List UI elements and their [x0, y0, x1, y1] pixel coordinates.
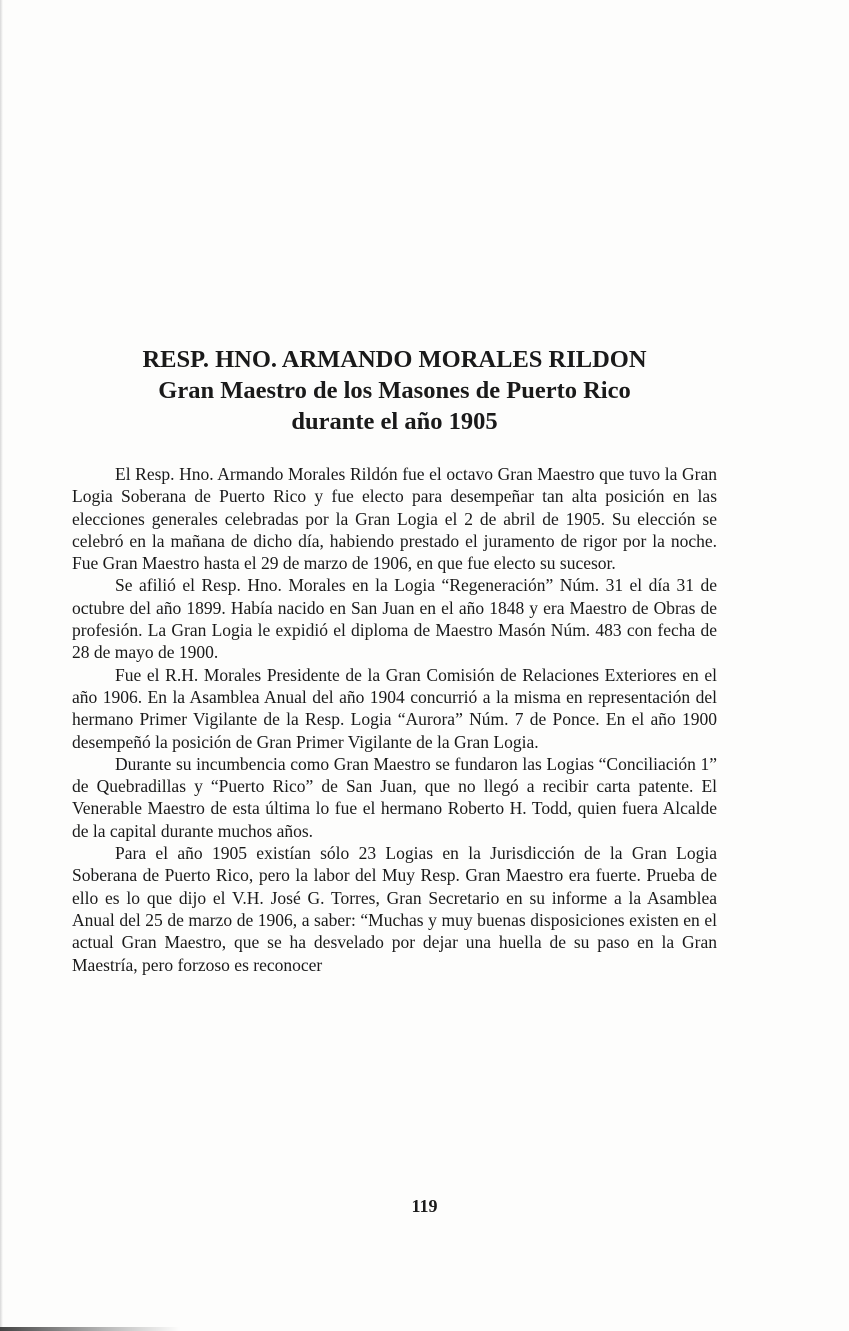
- paragraph: Se afilió el Resp. Hno. Morales en la Logia “Regeneración” Núm. 31 el día 31 de octubre del año 1899. Había nacido en San Juan en el año 1848 y era Maestro de Obras de profesión. La Gran Logia le expidió el diploma de Maestro Masón Núm. 483 con fecha de 28 de mayo de 1900.: [72, 575, 717, 663]
- paragraph: Durante su incumbencia como Gran Maestro se fundaron las Logias “Conciliación 1” de Quebradillas y “Puerto Rico” de San Juan, que no llegó a recibir carta patente. El Venerable Maestro de esta última lo fue el hermano Roberto H. Todd, quien fuera Alcalde de la capital durante muchos años.: [72, 753, 717, 841]
- page-number: 119: [411, 1196, 438, 1216]
- title-line-2: Gran Maestro de los Masones de Puerto Rico: [158, 377, 631, 404]
- paragraph: Fue el R.H. Morales Presidente de la Gran Comisión de Relaciones Exteriores en el año 1906. En la Asamblea Anual del año 1904 concurrió a la misma en representación del hermano Primer Vigilante de la Resp. Logia “Aurora” Núm. 7 de Ponce. En el año 1900 desempeñó la posición de Gran Primer Vigilante de la Gran Logia.: [72, 664, 717, 752]
- title-line-3: durante el año 1905: [291, 408, 498, 435]
- scan-edge-mark: [0, 1327, 180, 1331]
- title-line-1: RESP. HNO. ARMANDO MORALES RILDON: [142, 346, 647, 373]
- body-text: [72, 463, 717, 976]
- paragraph: Para el año 1905 existían sólo 23 Logias en la Jurisdicción de la Gran Logia Soberana de Puerto Rico, pero la labor del Muy Resp. Gran Maestro era fuerte. Prueba de ello es lo que dijo el V.H. José G. Torres, Gran Secretario en su informe a la Asamblea Anual del 25 de marzo de 1906, a saber: “Muchas y muy buenas disposiciones existen en el actual Gran Maestro, que se ha desvelado por dejar una huella de su paso en la Gran Maestría, pero forzoso es reconocer: [72, 843, 717, 975]
- page-edge-shadow: [0, 0, 3, 1331]
- chapter-title: [72, 344, 717, 437]
- paragraph: El Resp. Hno. Armando Morales Rildón fue el octavo Gran Maestro que tuvo la Gran Logia Soberana de Puerto Rico y fue electo para desempeñar tan alta posición en las elecciones generales celebradas por la Gran Logia el 2 de abril de 1905. Su elección se celebró en la mañana de dicho día, habiendo prestado el juramento de rigor por la noche. Fue Gran Maestro hasta el 29 de marzo de 1906, en que fue electo su sucesor.: [72, 464, 717, 574]
